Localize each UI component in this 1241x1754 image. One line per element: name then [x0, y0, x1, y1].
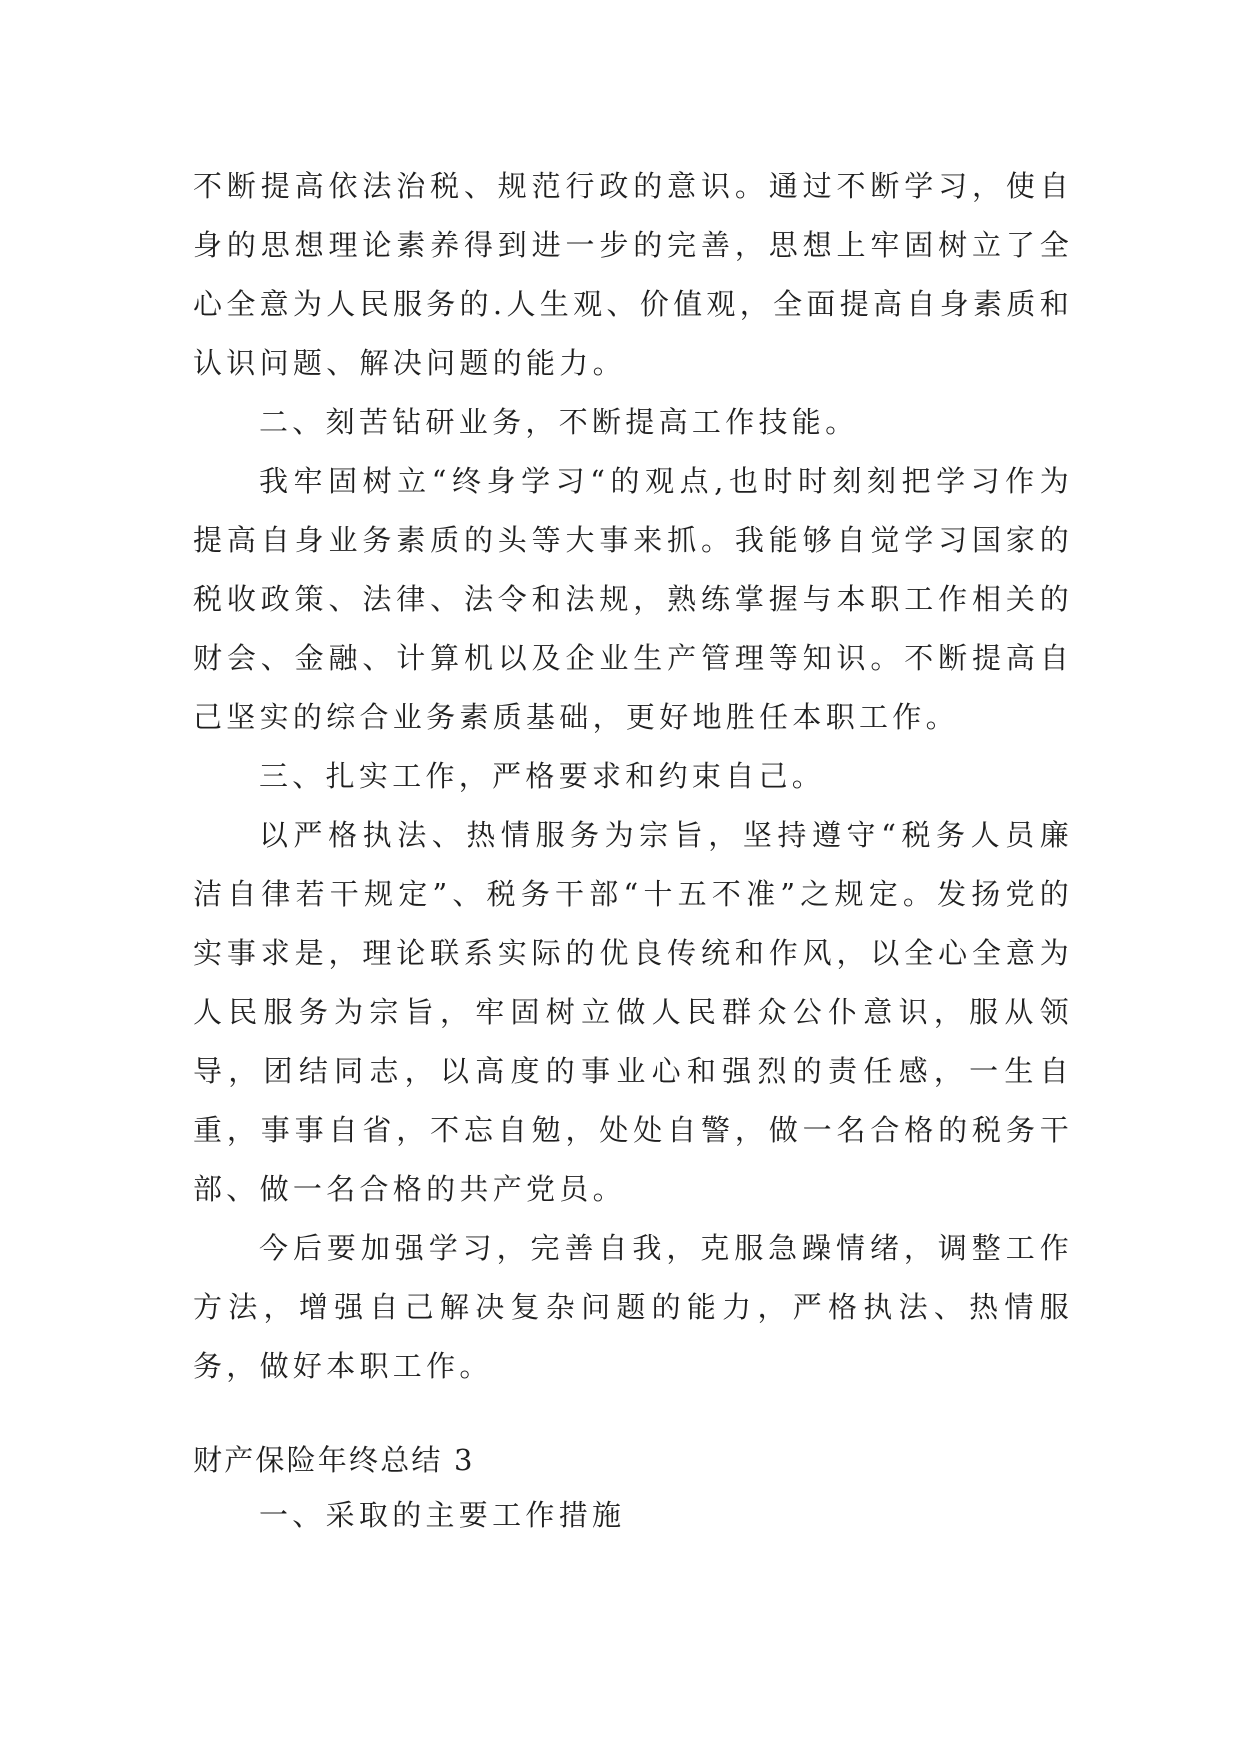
- heading-section-three: 三、扎实工作，严格要求和约束自己。: [259, 759, 826, 793]
- paragraph-lifelong-learning: 我牢固树立“终身学习“的观点,也时时刻刻把学习作为提高自身业务素质的头等大事来抓。我能够自觉学习国家的税收政策、法律、法令和法规，熟练掌握与本职工作相关的财会、金融、计算机以及企业生产管理等知识。不断提高自己坚实的综合业务素质基础，更好地胜任本职工作。: [193, 464, 1073, 734]
- paragraph-future-plans: 今后要加强学习，完善自我，克服急躁情绪，调整工作方法，增强自己解决复杂问题的能力，严格执法、热情服务，做好本职工作。: [193, 1231, 1073, 1383]
- sub-heading: 一、采取的主要工作措施: [259, 1498, 626, 1532]
- paragraph-continuation: 不断提高依法治税、规范行政的意识。通过不断学习，使自身的思想理论素养得到进一步的完善，思想上牢固树立了全心全意为人民服务的.人生观、价值观，全面提高自身素质和认识问题、解决问题的能力。: [193, 169, 1073, 380]
- body-text: [193, 157, 1073, 1396]
- section-title: 财产保险年终总结 3: [193, 1443, 475, 1477]
- heading-section-two: 二、刻苦钻研业务，不断提高工作技能。: [259, 405, 859, 439]
- paragraph-strict-enforcement: 以严格执法、热情服务为宗旨，坚持遵守“税务人员廉洁自律若干规定”、税务干部“十五不准”之规定。发扬党的实事求是，理论联系实际的优良传统和作风，以全心全意为人民服务为宗旨，牢固树立做人民群众公仆意识，服从领导，团结同志，以高度的事业心和强烈的责任感，一生自重，事事自省，不忘自勉，处处自警，做一名合格的税务干部、做一名合格的共产党员。: [193, 818, 1073, 1206]
